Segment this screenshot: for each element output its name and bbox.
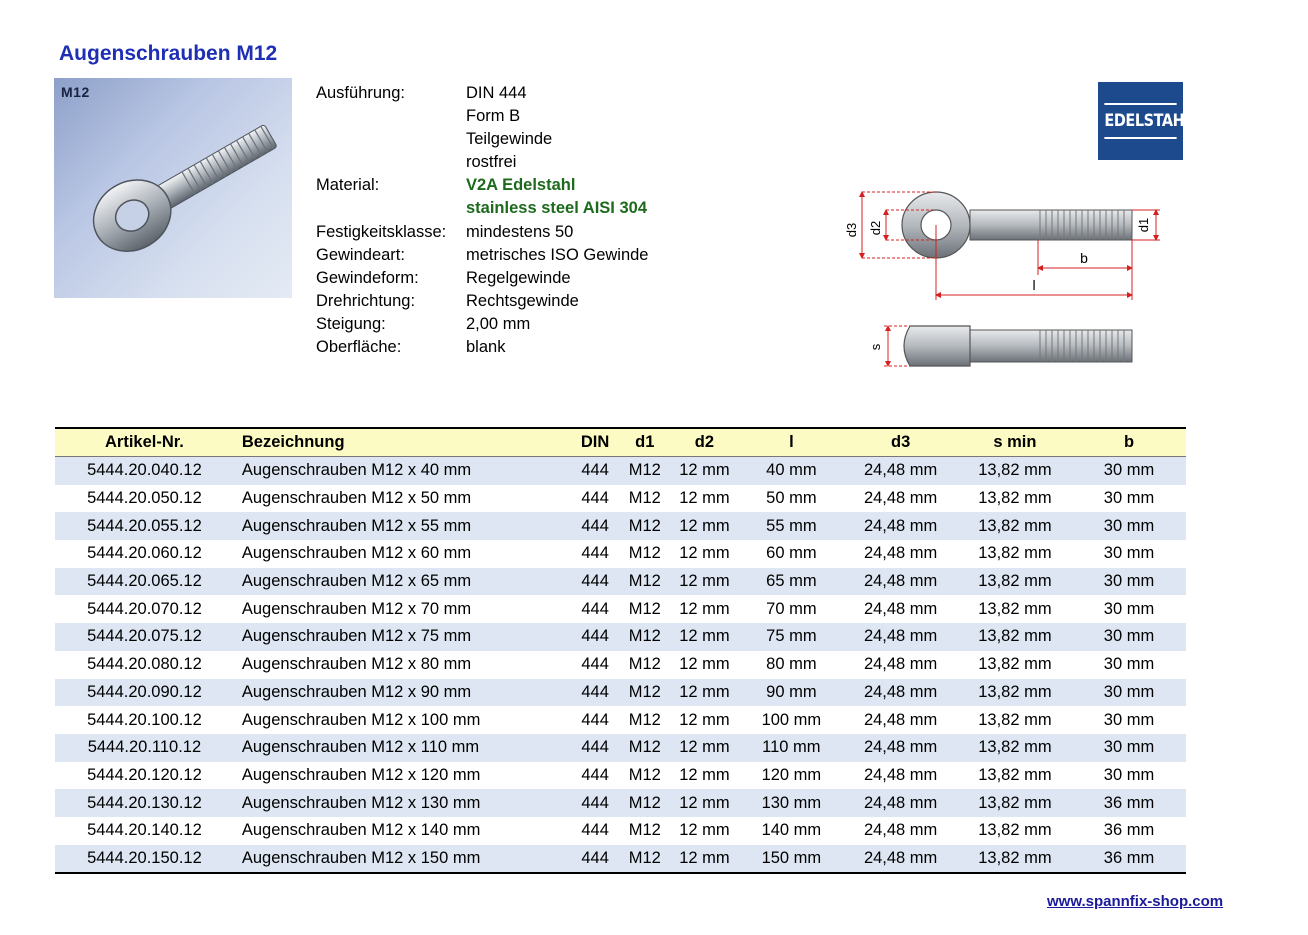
cell-d2: 12 mm [679, 765, 730, 784]
cell-artikel: 5444.20.090.12 [87, 682, 202, 701]
cell-artikel: 5444.20.065.12 [87, 572, 202, 591]
spec-row [316, 267, 648, 290]
cell-l: 50 mm [766, 489, 817, 508]
cell-d1: M12 [628, 516, 661, 535]
cell-smin: 13,82 mm [978, 655, 1052, 674]
cell-l: 110 mm [762, 738, 821, 757]
cell-b: 30 mm [1103, 710, 1155, 729]
spec-label: Steigung: [316, 314, 386, 333]
col-header-artikel: Artikel-Nr. [55, 428, 234, 457]
spec-label [316, 151, 466, 174]
cell-din: 444 [581, 572, 609, 591]
cell-smin: 13,82 mm [958, 845, 1072, 874]
table-row [55, 679, 1186, 707]
cell-din: 444 [581, 489, 609, 508]
cell-b: 30 mm [1103, 516, 1155, 535]
cell-bezeichnung: Augenschrauben M12 x 130 mm [241, 793, 481, 812]
spec-row [316, 313, 648, 336]
dim-s: s [868, 343, 883, 351]
spec-row [316, 151, 648, 174]
cell-l: 70 mm [766, 599, 817, 618]
cell-bezeichnung: Augenschrauben M12 x 40 mm [241, 461, 472, 480]
spec-value: DIN 444 [466, 84, 527, 102]
cell-artikel: 5444.20.150.12 [55, 845, 234, 874]
edelstahl-badge [1098, 82, 1194, 160]
cell-d2: 12 mm [679, 821, 730, 840]
cell-d1: M12 [628, 655, 661, 674]
cell-l: 40 mm [766, 461, 817, 480]
cell-d1: M12 [628, 544, 661, 563]
table-row [55, 512, 1186, 540]
cell-b: 30 mm [1103, 544, 1155, 563]
cell-l: 140 mm [761, 821, 822, 840]
cell-d1: M12 [628, 765, 661, 784]
spec-row [316, 221, 648, 244]
cell-d1: M12 [628, 461, 661, 480]
spec-value: Form B [466, 107, 521, 126]
spec-value: stainless steel AISI 304 [466, 199, 647, 218]
col-header-din: DIN [570, 428, 620, 457]
cell-din: 444 [581, 682, 609, 701]
cell-l: 150 mm [739, 845, 843, 874]
spec-row [316, 290, 648, 313]
cell-bezeichnung: Augenschrauben M12 x 140 mm [241, 821, 481, 840]
cell-smin: 13,82 mm [978, 461, 1052, 480]
spec-label: Drehrichtung: [316, 291, 416, 310]
cell-d2: 12 mm [679, 544, 730, 563]
spec-row [316, 174, 648, 197]
table-row [55, 595, 1186, 623]
cell-b: 36 mm [1103, 821, 1155, 840]
cell-bezeichnung: Augenschrauben M12 x 75 mm [241, 627, 472, 646]
cell-d1: M12 [620, 845, 670, 874]
cell-l: 120 mm [761, 765, 822, 784]
spec-row [316, 128, 648, 151]
cell-d2: 12 mm [679, 572, 730, 591]
cell-d2: 12 mm [679, 738, 730, 757]
spec-label: Festigkeitsklasse: [316, 222, 447, 241]
cell-bezeichnung: Augenschrauben M12 x 80 mm [241, 655, 472, 674]
cell-d1: M12 [628, 821, 661, 840]
cell-b: 30 mm [1103, 572, 1155, 591]
table-row [55, 817, 1186, 845]
cell-b: 30 mm [1103, 599, 1155, 618]
cell-smin: 13,82 mm [978, 544, 1052, 563]
cell-smin: 13,82 mm [978, 738, 1052, 757]
cell-d1: M12 [628, 793, 661, 812]
table-row [55, 457, 1186, 485]
cell-bezeichnung: Augenschrauben M12 x 65 mm [241, 572, 472, 591]
cell-smin: 13,82 mm [978, 599, 1052, 618]
cell-d2: 12 mm [679, 710, 730, 729]
cell-d1: M12 [628, 710, 661, 729]
cell-din: 444 [581, 461, 609, 480]
spec-value: metrisches ISO Gewinde [466, 245, 649, 264]
cell-l: 100 mm [761, 710, 822, 729]
cell-artikel: 5444.20.110.12 [87, 738, 202, 757]
col-header-d2: d2 [670, 428, 740, 457]
table-row [55, 485, 1186, 513]
col-header-d1: d1 [620, 428, 670, 457]
spec-row [316, 244, 648, 267]
table-row [55, 789, 1186, 817]
page-title: Augenschrauben M12 [59, 42, 278, 65]
cell-b: 36 mm [1072, 845, 1186, 874]
table-row [55, 623, 1186, 651]
cell-artikel: 5444.20.055.12 [87, 516, 202, 535]
cell-artikel: 5444.20.070.12 [87, 599, 202, 618]
cell-b: 30 mm [1103, 461, 1155, 480]
cell-d3: 24,48 mm [863, 627, 938, 646]
cell-d2: 12 mm [679, 655, 730, 674]
cell-d3: 24,48 mm [863, 655, 938, 674]
cell-smin: 13,82 mm [978, 793, 1052, 812]
cell-d3: 24,48 mm [863, 599, 938, 618]
cell-din: 444 [581, 710, 609, 729]
technical-drawing [840, 180, 1160, 375]
cell-d3: 24,48 mm [863, 710, 938, 729]
spec-label: Gewindeform: [316, 268, 419, 287]
dim-d3: d3 [844, 222, 859, 238]
cell-din: 444 [581, 599, 609, 618]
cell-d1: M12 [628, 572, 661, 591]
cell-d3: 24,48 mm [863, 572, 938, 591]
website-link[interactable]: www.spannfix-shop.com [1047, 893, 1224, 910]
cell-bezeichnung: Augenschrauben M12 x 90 mm [241, 682, 472, 701]
cell-b: 30 mm [1103, 765, 1155, 784]
spec-label: Oberfläche: [316, 338, 402, 357]
cell-d2: 12 mm [679, 599, 730, 618]
cell-d2: 12 mm [679, 461, 730, 480]
cell-smin: 13,82 mm [978, 516, 1052, 535]
cell-l: 60 mm [766, 544, 817, 563]
spec-label [316, 197, 466, 220]
cell-l: 65 mm [766, 572, 817, 591]
dim-b: b [1080, 250, 1088, 266]
cell-d1: M12 [628, 599, 661, 618]
cell-b: 30 mm [1103, 655, 1155, 674]
cell-artikel: 5444.20.075.12 [87, 627, 202, 646]
cell-bezeichnung: Augenschrauben M12 x 55 mm [241, 516, 472, 535]
dim-d1: d1 [1136, 217, 1151, 233]
cell-l: 55 mm [766, 516, 817, 535]
cell-b: 30 mm [1103, 682, 1155, 701]
cell-d3: 24,48 mm [863, 461, 938, 480]
cell-din: 444 [581, 738, 609, 757]
cell-d1: M12 [628, 682, 661, 701]
spec-value: rostfrei [466, 153, 517, 172]
cell-artikel: 5444.20.050.12 [87, 489, 202, 508]
spec-value: 2,00 mm [466, 314, 531, 333]
cell-bezeichnung: Augenschrauben M12 x 60 mm [241, 544, 472, 563]
cell-din: 444 [581, 793, 609, 812]
cell-d3: 24,48 mm [863, 489, 938, 508]
spec-label: Ausführung: [316, 84, 405, 102]
cell-d2: 12 mm [679, 516, 730, 535]
cell-l: 90 mm [766, 682, 817, 701]
spec-value: Regelgewinde [466, 268, 571, 287]
cell-d3: 24,48 mm [863, 544, 938, 563]
badge-text: EDELSTAHL [1104, 103, 1176, 139]
spec-label [316, 128, 466, 151]
eye-bolt-image [54, 78, 292, 298]
col-header-b: b [1072, 428, 1186, 457]
cell-bezeichnung: Augenschrauben M12 x 50 mm [241, 489, 472, 508]
cell-d3: 24,48 mm [863, 682, 938, 701]
table-row [55, 706, 1186, 734]
cell-d2: 12 mm [679, 682, 730, 701]
table-row [55, 540, 1186, 568]
cell-d1: M12 [628, 489, 661, 508]
cell-b: 30 mm [1103, 627, 1155, 646]
cell-d2: 12 mm [670, 845, 740, 874]
spec-value: blank [466, 338, 506, 357]
cell-b: 30 mm [1103, 738, 1155, 757]
cell-artikel: 5444.20.120.12 [87, 765, 202, 784]
spec-value: Teilgewinde [466, 130, 553, 149]
col-header-smin: s min [958, 428, 1072, 457]
cell-d3: 24,48 mm [843, 845, 957, 874]
cell-l: 80 mm [766, 655, 817, 674]
cell-smin: 13,82 mm [978, 821, 1052, 840]
cell-d2: 12 mm [679, 489, 730, 508]
cell-artikel: 5444.20.130.12 [87, 793, 202, 812]
cell-b: 36 mm [1103, 793, 1155, 812]
cell-bezeichnung: Augenschrauben M12 x 150 mm [234, 845, 570, 874]
cell-d2: 12 mm [679, 627, 730, 646]
cell-din: 444 [581, 627, 609, 646]
spec-row [316, 82, 648, 105]
cell-d3: 24,48 mm [863, 821, 938, 840]
cell-l: 130 mm [761, 793, 822, 812]
cell-d1: M12 [628, 627, 661, 646]
cell-b: 30 mm [1103, 489, 1155, 508]
cell-smin: 13,82 mm [978, 572, 1052, 591]
specifications [316, 82, 648, 359]
cell-d3: 24,48 mm [863, 738, 938, 757]
spec-row [316, 336, 648, 359]
col-header-d3: d3 [843, 428, 957, 457]
spec-value: mindestens 50 [466, 222, 574, 241]
table-header-row [55, 428, 1186, 457]
col-header-bezeichnung: Bezeichnung [234, 428, 570, 457]
spec-label [316, 105, 466, 128]
cell-din: 444 [581, 516, 609, 535]
cell-din: 444 [581, 821, 609, 840]
cell-d3: 24,48 mm [863, 516, 938, 535]
article-table [55, 427, 1186, 874]
cell-din: 444 [581, 655, 609, 674]
spec-label: Material: [316, 176, 380, 195]
spec-label: Gewindeart: [316, 245, 405, 264]
cell-d2: 12 mm [679, 793, 730, 812]
table-row [55, 734, 1186, 762]
cell-d1: M12 [628, 738, 661, 757]
cell-din: 444 [581, 544, 609, 563]
cell-bezeichnung: Augenschrauben M12 x 70 mm [241, 599, 472, 618]
cell-artikel: 5444.20.060.12 [87, 544, 202, 563]
table-row [55, 845, 1186, 874]
cell-bezeichnung: Augenschrauben M12 x 100 mm [241, 710, 481, 729]
cell-smin: 13,82 mm [978, 489, 1052, 508]
table-row [55, 568, 1186, 596]
cell-d3: 24,48 mm [863, 765, 938, 784]
spec-value: Rechtsgewinde [466, 291, 579, 310]
cell-l: 75 mm [766, 627, 817, 646]
cell-bezeichnung: Augenschrauben M12 x 110 mm [241, 738, 480, 757]
table-row [55, 762, 1186, 790]
cell-artikel: 5444.20.040.12 [87, 461, 202, 480]
cell-smin: 13,82 mm [978, 710, 1052, 729]
col-header-l: l [739, 428, 843, 457]
spec-value: V2A Edelstahl [466, 176, 576, 195]
cell-bezeichnung: Augenschrauben M12 x 120 mm [241, 765, 481, 784]
photo-size-label: M12 [61, 84, 90, 100]
cell-artikel: 5444.20.080.12 [87, 655, 202, 674]
cell-d3: 24,48 mm [863, 793, 938, 812]
dim-d2: d2 [868, 220, 883, 236]
cell-artikel: 5444.20.140.12 [87, 821, 202, 840]
spec-row [316, 105, 648, 128]
cell-din: 444 [581, 765, 609, 784]
product-photo [54, 78, 292, 298]
dim-l: l [1032, 277, 1036, 293]
cell-smin: 13,82 mm [978, 627, 1052, 646]
spec-row [316, 197, 648, 220]
cell-smin: 13,82 mm [978, 765, 1052, 784]
cell-smin: 13,82 mm [978, 682, 1052, 701]
cell-artikel: 5444.20.100.12 [87, 710, 202, 729]
cell-din: 444 [570, 845, 620, 874]
table-row [55, 651, 1186, 679]
